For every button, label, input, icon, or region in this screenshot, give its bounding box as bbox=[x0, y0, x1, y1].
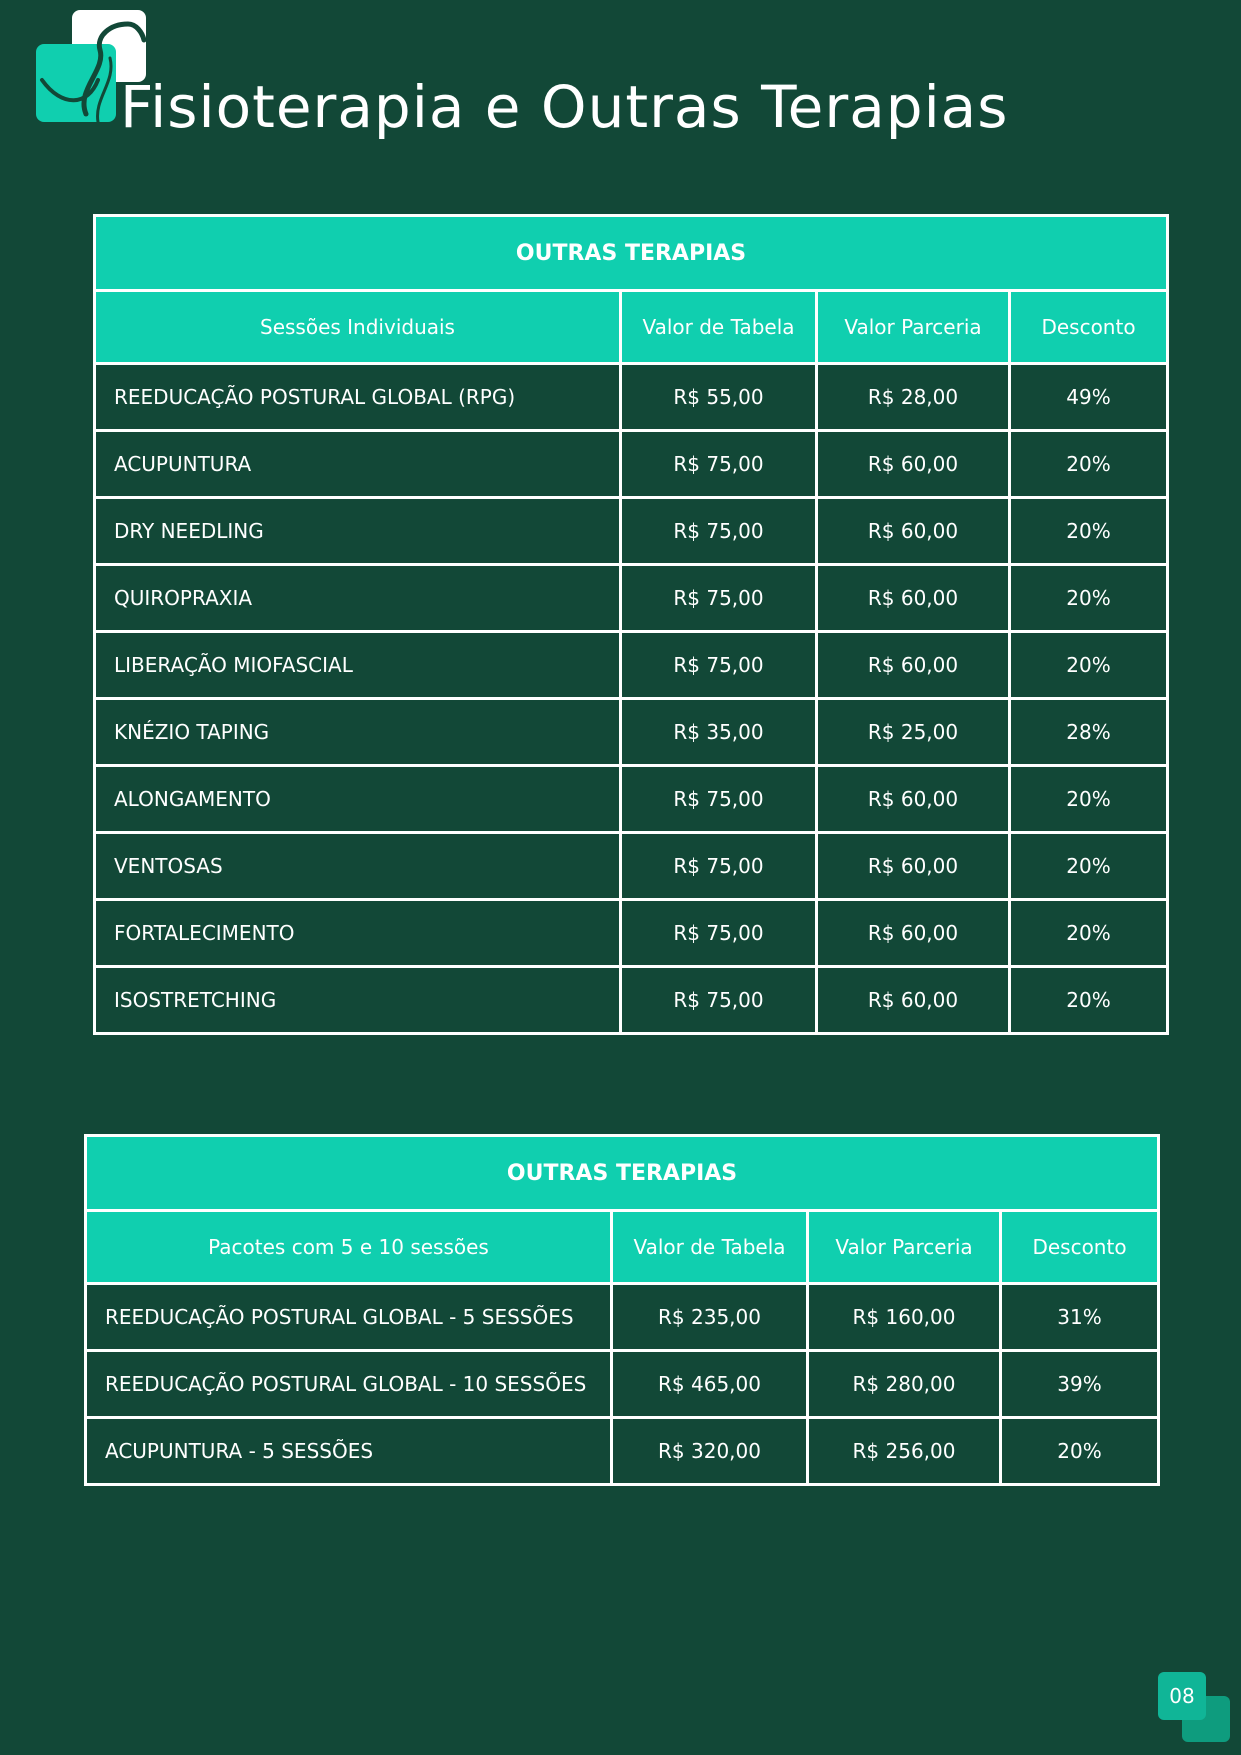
discount: 20% bbox=[1010, 431, 1168, 498]
service-name: QUIROPRAXIA bbox=[95, 565, 621, 632]
partner-price: R$ 60,00 bbox=[817, 900, 1010, 967]
column-header-package: Pacotes com 5 e 10 sessões bbox=[86, 1211, 612, 1284]
discount: 39% bbox=[1001, 1351, 1159, 1418]
partner-price: R$ 256,00 bbox=[808, 1418, 1001, 1485]
table-row bbox=[95, 431, 1168, 498]
partner-price: R$ 60,00 bbox=[817, 431, 1010, 498]
partner-price: R$ 60,00 bbox=[817, 833, 1010, 900]
table-row bbox=[86, 1351, 1159, 1418]
table-row bbox=[95, 699, 1168, 766]
table-row bbox=[95, 967, 1168, 1034]
page-number: 08 bbox=[1158, 1672, 1206, 1720]
service-name: VENTOSAS bbox=[95, 833, 621, 900]
list-price: R$ 75,00 bbox=[621, 632, 817, 699]
partner-price: R$ 60,00 bbox=[817, 632, 1010, 699]
partner-price: R$ 25,00 bbox=[817, 699, 1010, 766]
service-name: ACUPUNTURA bbox=[95, 431, 621, 498]
column-header-discount: Desconto bbox=[1010, 291, 1168, 364]
page-title: Fisioterapia e Outras Terapias bbox=[120, 73, 1009, 141]
table-row bbox=[95, 364, 1168, 431]
service-name: ISOSTRETCHING bbox=[95, 967, 621, 1034]
column-header-list-price: Valor de Tabela bbox=[612, 1211, 808, 1284]
list-price: R$ 75,00 bbox=[621, 967, 817, 1034]
table-row bbox=[95, 900, 1168, 967]
table-title-row bbox=[86, 1136, 1159, 1211]
partner-price: R$ 60,00 bbox=[817, 498, 1010, 565]
list-price: R$ 75,00 bbox=[621, 498, 817, 565]
discount: 28% bbox=[1010, 699, 1168, 766]
service-name: KNÉZIO TAPING bbox=[95, 699, 621, 766]
partner-price: R$ 160,00 bbox=[808, 1284, 1001, 1351]
partner-price: R$ 60,00 bbox=[817, 766, 1010, 833]
table-row bbox=[86, 1418, 1159, 1485]
discount: 20% bbox=[1010, 498, 1168, 565]
table-title: OUTRAS TERAPIAS bbox=[86, 1136, 1159, 1211]
discount: 20% bbox=[1010, 565, 1168, 632]
discount: 20% bbox=[1010, 900, 1168, 967]
table-row bbox=[95, 632, 1168, 699]
partner-price: R$ 28,00 bbox=[817, 364, 1010, 431]
discount: 20% bbox=[1010, 766, 1168, 833]
partner-price: R$ 60,00 bbox=[817, 565, 1010, 632]
service-name: DRY NEEDLING bbox=[95, 498, 621, 565]
discount: 31% bbox=[1001, 1284, 1159, 1351]
list-price: R$ 75,00 bbox=[621, 900, 817, 967]
list-price: R$ 35,00 bbox=[621, 699, 817, 766]
list-price: R$ 75,00 bbox=[621, 431, 817, 498]
column-header-discount: Desconto bbox=[1001, 1211, 1159, 1284]
partner-price: R$ 280,00 bbox=[808, 1351, 1001, 1418]
column-header-list-price: Valor de Tabela bbox=[621, 291, 817, 364]
table-row bbox=[86, 1284, 1159, 1351]
list-price: R$ 320,00 bbox=[612, 1418, 808, 1485]
discount: 20% bbox=[1010, 833, 1168, 900]
table-row bbox=[95, 766, 1168, 833]
table-row bbox=[95, 833, 1168, 900]
list-price: R$ 75,00 bbox=[621, 833, 817, 900]
individual-sessions-table bbox=[93, 214, 1169, 1035]
list-price: R$ 465,00 bbox=[612, 1351, 808, 1418]
package-sessions-table bbox=[84, 1134, 1160, 1486]
list-price: R$ 55,00 bbox=[621, 364, 817, 431]
service-name: ALONGAMENTO bbox=[95, 766, 621, 833]
column-header-service: Sessões Individuais bbox=[95, 291, 621, 364]
service-name: FORTALECIMENTO bbox=[95, 900, 621, 967]
table-header-row bbox=[86, 1211, 1159, 1284]
package-name: REEDUCAÇÃO POSTURAL GLOBAL - 10 SESSÕES bbox=[86, 1351, 612, 1418]
column-header-partner-price: Valor Parceria bbox=[817, 291, 1010, 364]
discount: 20% bbox=[1001, 1418, 1159, 1485]
partner-price: R$ 60,00 bbox=[817, 967, 1010, 1034]
list-price: R$ 75,00 bbox=[621, 766, 817, 833]
service-name: LIBERAÇÃO MIOFASCIAL bbox=[95, 632, 621, 699]
discount: 20% bbox=[1010, 632, 1168, 699]
table-row bbox=[95, 565, 1168, 632]
service-name: REEDUCAÇÃO POSTURAL GLOBAL (RPG) bbox=[95, 364, 621, 431]
package-name: ACUPUNTURA - 5 SESSÕES bbox=[86, 1418, 612, 1485]
discount: 49% bbox=[1010, 364, 1168, 431]
column-header-partner-price: Valor Parceria bbox=[808, 1211, 1001, 1284]
package-name: REEDUCAÇÃO POSTURAL GLOBAL - 5 SESSÕES bbox=[86, 1284, 612, 1351]
table-header-row bbox=[95, 291, 1168, 364]
list-price: R$ 235,00 bbox=[612, 1284, 808, 1351]
table-row bbox=[95, 498, 1168, 565]
list-price: R$ 75,00 bbox=[621, 565, 817, 632]
table-title: OUTRAS TERAPIAS bbox=[95, 216, 1168, 291]
table-title-row bbox=[95, 216, 1168, 291]
discount: 20% bbox=[1010, 967, 1168, 1034]
